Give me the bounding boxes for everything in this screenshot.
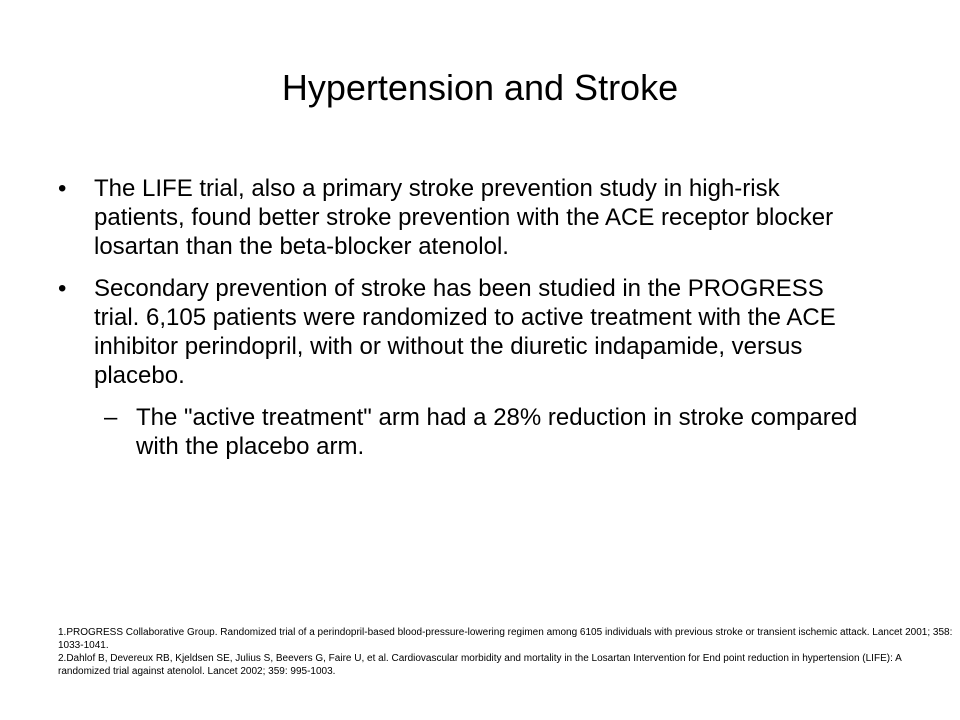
references xyxy=(58,626,953,678)
reference-item: 2.Dahlof B, Devereux RB, Kjeldsen SE, Julius S, Beevers G, Faire U, et al. Cardiovascular morbidity and mortality in the Losartan Intervention for End point reduction in hypertension (LIFE): A randomized trial against atenolol. Lancet 2002; 359: 995-1003. xyxy=(58,653,902,677)
sub-bullet-marker: – xyxy=(104,404,118,431)
sub-bullet-item xyxy=(58,403,858,461)
bullet-marker: • xyxy=(58,175,67,202)
bullet-item xyxy=(58,174,858,261)
bullet-text: The LIFE trial, also a primary stroke prevention study in high-risk patients, found better stroke prevention with the ACE receptor blocker losartan than the beta-blocker atenolol. xyxy=(94,175,834,260)
slide-title: Hypertension and Stroke xyxy=(281,67,679,108)
sub-bullet-text: The "active treatment" arm had a 28% reduction in stroke compared with the placebo arm. xyxy=(136,404,858,460)
bullet-marker: • xyxy=(58,275,67,302)
bullet-item xyxy=(58,274,858,390)
bullet-text: Secondary prevention of stroke has been studied in the PROGRESS trial. 6,105 patients were randomized to active treatment with the ACE inhibitor perindopril, with or without the diuretic indapamide, versus placebo. xyxy=(94,275,836,389)
slide-body xyxy=(58,174,858,474)
reference-item: 1.PROGRESS Collaborative Group. Randomized trial of a perindopril-based blood-pressure-lowering regimen among 6105 individuals with previous stroke or transient ischemic attack. Lancet 2001; 358: 1033-1041. xyxy=(58,627,953,651)
